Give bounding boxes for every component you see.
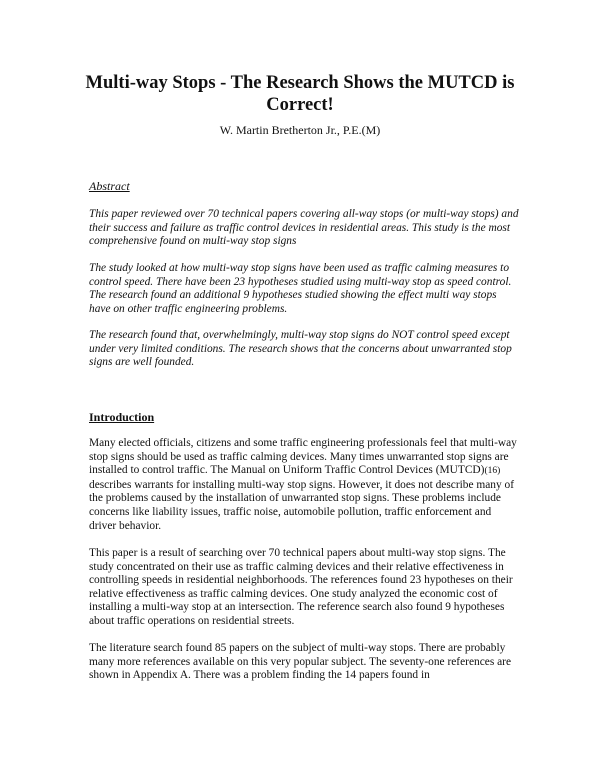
author-line: W. Martin Bretherton Jr., P.E.(M) — [219, 123, 381, 137]
introduction-paragraph-2: This paper is a result of searching over 70 technical papers about multi-way stop signs. The study concentrated on their use as traffic calming devices and their relative effectiveness in controlling speeds in residential neighborhoods. The references found 23 hypotheses on their relative effectiveness as traffic calming devices. One study analyzed the economic cost of installing a multi-way stop at an intersection. The reference search also found 9 hypotheses about traffic operations on residential streets. — [89, 547, 513, 627]
introduction-heading: Introduction — [89, 410, 155, 424]
introduction-paragraph-3: The literature search found 85 papers on the subject of multi-way stops. There are probably many more references available on this very popular subject. The seventy-one references are shown in Appendix A. There was a problem finding the 14 papers found in — [89, 642, 511, 682]
abstract-paragraph-3: The research found that, overwhelmingly, multi-way stop signs do NOT control speed except under very limited conditions. The research shows that the concerns about unwarranted stop signs are well founded. — [89, 329, 512, 369]
introduction-paragraph-1 — [89, 437, 519, 533]
intro-p1-text-b: describes warrants for installing multi-way stop signs. However, it does not describe many of the problems caused by the installation of unwarranted stop signs. These problems include concerns like liability issues, traffic noise, automobile pollution, traffic enforcement and driver behavior. — [89, 478, 515, 532]
paper-title: Multi-way Stops - The Research Shows the MUTCD is Correct! — [85, 73, 515, 115]
citation-reference: (16) — [484, 466, 501, 477]
abstract-heading: Abstract — [89, 179, 130, 193]
intro-p1-text-a: Many elected officials, citizens and some traffic engineering professionals feel that multi-way stop signs should be used as traffic calming devices. Many times unwarranted stop signs are installed to control traffic. The Manual on Uniform Traffic Control Devices (MUTCD) — [89, 437, 517, 477]
abstract-paragraph-2: The study looked at how multi-way stop signs have been used as traffic calming measures to control speed. There have been 23 hypotheses studied using multi-way stop as speed control. The research found an additional 9 hypotheses studied showing the effect multi way stops have on other traffic engineering problems. — [89, 262, 512, 315]
abstract-paragraph-1: This paper reviewed over 70 technical papers covering all-way stops (or multi-way stops) and their success and failure as traffic control devices in residential areas. This study is the most comprehensive found on multi-way stop signs — [89, 208, 519, 248]
